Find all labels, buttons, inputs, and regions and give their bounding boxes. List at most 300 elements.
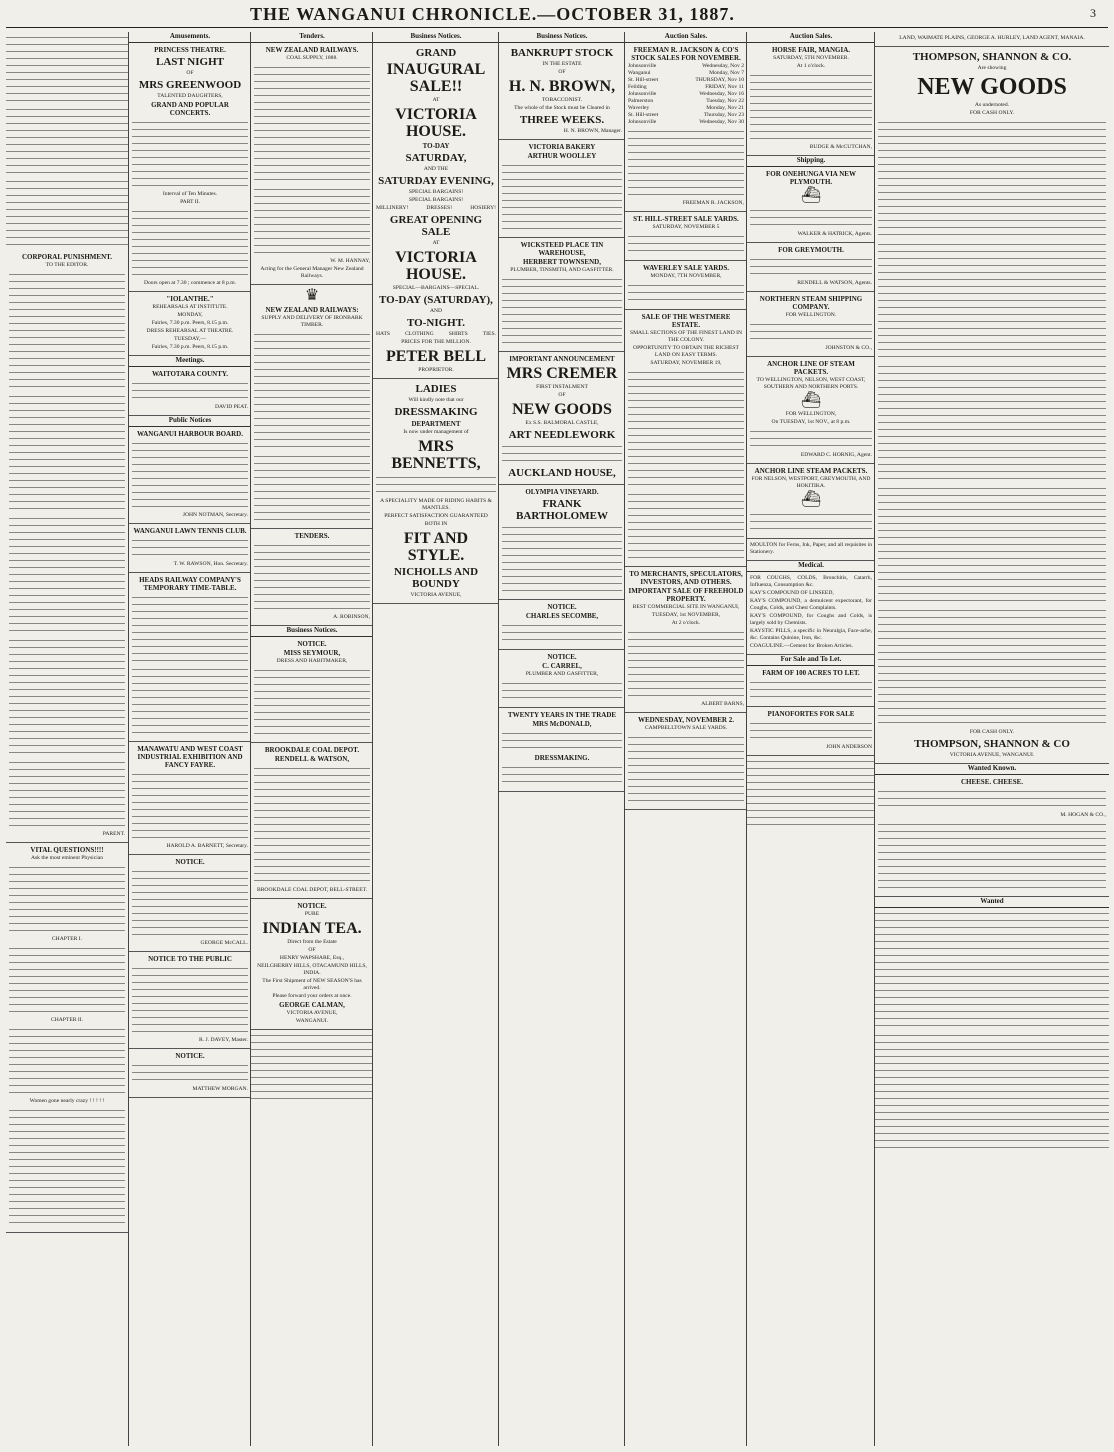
sale-schedule	[628, 63, 744, 126]
sale-time: At 1 o'clock.	[796, 63, 826, 69]
new-goods: NEW GOODS	[917, 74, 1067, 100]
column-heading: Wanted	[875, 897, 1109, 908]
doors: Doors open at 7.30 ; commence at 8 p.m.	[143, 280, 237, 286]
body-text	[878, 788, 1106, 810]
column-heading: Business Notices.	[251, 626, 373, 637]
trade: PLUMBER, TINSMITH, AND GASFITTER.	[510, 267, 614, 273]
public-notice-ad	[129, 952, 251, 1049]
inaugural-sale: INAUGURAL SALE!!	[386, 61, 486, 95]
sale-row	[628, 112, 744, 119]
ad-title: IMPORTANT ANNOUNCEMENT	[509, 355, 615, 363]
sale-time: At 2 o'clock.	[671, 620, 701, 626]
newspaper-title: THE WANGANUI CHRONICLE.—OCTOBER 31, 1887.	[250, 4, 735, 24]
coughs: FOR COUGHS, COLDS, Bronchitis, Catarrh, Influenza, Consumption &c.	[750, 575, 872, 588]
mcdonald-ad	[499, 708, 625, 792]
body-text	[502, 680, 622, 702]
ad-subtitle: COAL SUPPLY, 1888.	[286, 55, 338, 61]
under-mgmt: Is now under management of	[403, 429, 469, 435]
fit-style: FIT AND STYLE.	[403, 530, 469, 564]
body-text	[254, 765, 370, 885]
both-in: BOTH IN	[424, 521, 448, 527]
direct: Direct from the Estate	[287, 939, 337, 945]
sale-yards: CAMPBELLTOWN SALE YARDS.	[644, 725, 728, 731]
column-heading: Auction Sales.	[747, 32, 875, 43]
special-bargains: SPECIAL BARGAINS!	[408, 197, 464, 203]
mrs-cremer: MRS CREMER	[506, 365, 618, 382]
ad-title: FOR ONEHUNGA VIA NEW PLYMOUTH.	[766, 170, 856, 186]
sale-date: Wednesday, Nov 30	[699, 119, 744, 125]
ad-title: WAVERLEY SALE YARDS.	[642, 264, 730, 272]
column-heading: Business Notices.	[373, 32, 499, 43]
body-text	[628, 282, 744, 304]
body-text	[628, 734, 744, 804]
stationery: MOULTON for Ferns, Ink, Paper, and all requisites in Stationery.	[750, 542, 872, 555]
chapter-heading: CHAPTER II.	[50, 1017, 83, 1023]
cleared: The whole of the Stock must be Cleared in	[514, 105, 610, 111]
coal-depot-ad	[251, 743, 373, 899]
concerts: GRAND AND POPULAR CONCERTS.	[151, 101, 229, 117]
kaystic: KAYSTIC PILLS, a specific in Neuralgia, Face-ache, &c. Contains Quinine, Iron, &c.	[750, 628, 872, 641]
body-text	[9, 1026, 125, 1096]
business-name: RENDELL & WATSON,	[274, 755, 350, 763]
body-text	[132, 537, 248, 559]
waverley-sale	[625, 261, 747, 310]
campbelltown-sale	[625, 713, 747, 810]
body-text	[750, 511, 872, 533]
body-text	[750, 256, 872, 278]
clothing: CLOTHING	[405, 331, 434, 337]
body-text	[750, 321, 872, 343]
programme	[132, 208, 248, 278]
column-1	[6, 32, 128, 1446]
body-text	[254, 186, 370, 256]
body-text	[254, 331, 370, 451]
column-7	[746, 32, 875, 1446]
column-heading: Public Notices	[129, 416, 251, 427]
column-heading: For Sale and To Let.	[747, 655, 875, 666]
ad-title: FOR GREYMOUTH.	[778, 246, 844, 254]
address: VICTORIA AVENUE,	[286, 1010, 338, 1016]
carrel-ad	[499, 650, 625, 708]
princess-theatre-ad	[129, 43, 251, 292]
special-line: SPECIAL—BARGAINS—SPECIAL.	[392, 285, 480, 291]
body-text	[132, 965, 248, 1035]
kay: KAY'S COMPOUND, a demulcent expectorant, for Coughs, Colds, and Chest Complaints.	[750, 598, 872, 611]
body-text	[502, 622, 622, 644]
ad-title: NOTICE.	[175, 1052, 205, 1060]
agents: WALKER & HATRICK, Agents.	[797, 231, 872, 237]
address: VICTORIA AVENUE,	[410, 592, 462, 598]
column-5	[498, 32, 625, 1446]
interval: Interval of Ten Minutes.	[162, 191, 218, 197]
route: TO WELLINGTON, NELSON, WEST COAST, SOUTHERN AND NORTHERN PORTS.	[756, 377, 866, 390]
sale-date: FRIDAY, Nov 11	[705, 84, 744, 90]
fairies: Fairies, 7.30 p.m. Peers, 8.15 p.m.	[151, 344, 229, 350]
newspaper-columns	[6, 32, 1108, 1446]
body-text	[502, 730, 622, 752]
sale-location: Johnsonville	[628, 119, 657, 125]
steamship-icon: ⛴	[800, 491, 822, 508]
ad-title: NOTICE.	[297, 640, 327, 648]
business-name: ARTHUR WOOLLEY	[527, 152, 597, 160]
tonight: TO-NIGHT.	[407, 317, 465, 329]
agents: RENDELL & WATSON, Agents.	[797, 280, 872, 286]
as-under: As undernoted.	[974, 102, 1010, 108]
body-text	[254, 667, 370, 737]
business-name: HERBERT TOWNSEND,	[523, 258, 601, 266]
ad-title: FREEMAN R. JACKSON & CO'S STOCK SALES FOR NOVEMBER.	[631, 46, 741, 62]
body-text	[132, 1062, 248, 1084]
goods-list	[878, 363, 1106, 483]
ad-title: DRESSMAKING.	[534, 754, 590, 762]
ad-title: ST. HILL-STREET SALE YARDS.	[633, 215, 739, 223]
agent: EDWARD C. HORNIG, Agent.	[800, 452, 872, 458]
route: FOR NELSON, WESTPORT, GREYMOUTH, AND HOKITIKA.	[751, 476, 871, 489]
signature: T. W. RAWSON, Hon. Secretary.	[173, 561, 248, 567]
body-text	[502, 276, 622, 346]
body-text	[628, 629, 744, 699]
kay: KAY'S COMPOUND OF LINSEED,	[750, 590, 834, 596]
signature: MATTHEW MORGAN.	[192, 1086, 248, 1092]
onehunga-ad	[747, 167, 875, 243]
coaguline: COAGULINE.—Cement for Broken Articles.	[750, 643, 853, 649]
steamship-icon: ⛴	[800, 392, 822, 409]
daughters: TALENTED DAUGHTERS,	[157, 93, 223, 99]
sale-row	[628, 91, 744, 98]
business-name: GEORGE CALMAN,	[279, 1001, 345, 1009]
great-opening: GREAT OPENING SALE	[389, 214, 483, 238]
body-text	[750, 207, 872, 229]
anchor-line-ad	[747, 357, 875, 464]
new-goods: NEW GOODS	[512, 401, 612, 418]
kay: KAY'S COMPOUND, for Coughs and Colds, is largely sold by Chemists.	[750, 613, 872, 626]
performer-name: MRS GREENWOOD	[138, 79, 242, 91]
column-heading: Shipping.	[747, 156, 875, 167]
signature: W. M. HANNAY,	[330, 258, 370, 264]
column-6	[624, 32, 747, 1446]
ad-title: PIANOFORTES FOR SALE	[767, 710, 855, 718]
body-text	[9, 271, 125, 391]
ad-title: TWENTY YEARS IN THE TRADE	[507, 711, 617, 719]
body-text	[750, 720, 872, 742]
instalment: FIRST INSTALMENT	[536, 384, 588, 390]
saturday: SATURDAY,	[405, 152, 467, 164]
notice-ad	[129, 855, 251, 952]
sale-date: Tuesday, Nov 22	[706, 98, 744, 104]
tobacconist: TOBACCONIST.	[541, 97, 583, 103]
body-text	[502, 162, 622, 232]
wanted-ads	[875, 910, 1109, 1030]
body-text	[6, 178, 128, 248]
signature: PARENT.	[102, 831, 125, 837]
special-bargains: SPECIAL BARGAINS!	[408, 189, 464, 195]
page-number: 3	[1090, 6, 1096, 20]
sections: SMALL SECTIONS OF THE FINEST LAND IN THE COLONY.	[629, 330, 743, 343]
address: BROOKDALE COAL DEPOT, BELL-STREET.	[256, 887, 368, 893]
ironbark-tender	[251, 285, 373, 529]
body-text	[750, 428, 872, 450]
signature: R. J. DAVEY, Master.	[198, 1037, 248, 1043]
westmere-sale	[625, 310, 747, 567]
speciality: A SPECIALITY MADE OF RIDING HABITS & MANTLES.	[380, 498, 492, 511]
grand: GRAND	[415, 47, 457, 59]
goods-list	[878, 241, 1106, 361]
dressmaking-ad	[373, 379, 499, 604]
column-heading: Business Notices.	[499, 32, 625, 43]
thompson-shannon-ad	[875, 47, 1109, 764]
body-text	[132, 440, 248, 510]
vineyard-ad	[499, 485, 625, 600]
railways-coal-tender	[251, 43, 373, 285]
body-text	[628, 233, 744, 255]
ad-title: VICTORIA BAKERY	[528, 143, 596, 151]
art-needlework: ART NEEDLEWORK	[508, 429, 616, 441]
dressmaking: DRESSMAKING	[394, 406, 478, 418]
estate-location: NEILGHERRY HILLS, OTACAMUND HILLS, INDIA.	[257, 963, 367, 976]
ad-title: WEDNESDAY, NOVEMBER 2.	[638, 716, 734, 724]
body-text	[132, 868, 248, 938]
ad-title: TO MERCHANTS, SPECULATORS, INVESTORS, AND OTHERS.	[629, 570, 743, 586]
signature: HAROLD A. BARNETT, Secretary.	[166, 843, 248, 849]
business-name: THOMPSON, SHANNON & CO.	[912, 51, 1072, 63]
body-text	[747, 758, 875, 828]
body-text	[9, 1107, 125, 1227]
column-heading: Medical.	[747, 561, 875, 572]
today: TO-DAY	[422, 142, 450, 150]
ad-subtitle: IMPORTANT SALE OF FREEHOLD PROPERTY.	[628, 587, 744, 603]
body-text	[628, 369, 744, 489]
body-text	[502, 764, 622, 786]
body-text	[6, 34, 128, 104]
auckland-house: AUCKLAND HOUSE,	[508, 467, 616, 479]
cremer-ad	[499, 352, 625, 485]
sale-location: Waverley	[628, 105, 650, 111]
body-text	[254, 453, 370, 523]
victoria-house: VICTORIA HOUSE.	[395, 249, 477, 283]
sale-date: TUESDAY, 1st NOVEMBER,	[651, 612, 721, 618]
signature: GEORGE McCALL.	[200, 940, 248, 946]
horse-fair-ad	[747, 43, 875, 156]
sale-row	[628, 119, 744, 126]
business-name: CHARLES SECOMBE,	[525, 612, 599, 620]
body-text	[750, 679, 872, 701]
iolanthe: "IOLANTHE."	[166, 295, 214, 303]
masthead	[0, 0, 1114, 30]
trade: PLUMBER AND GASFITTER,	[525, 671, 599, 677]
fairies: Fairies, 7.30 p.m. Peers, 8.15 p.m.	[151, 320, 229, 326]
heading: VITAL QUESTIONS!!!!	[30, 846, 104, 854]
body-text	[878, 821, 1106, 891]
signature: BUDGE & McCUTCHAN,	[809, 144, 872, 150]
column-3	[250, 32, 373, 1446]
signature: M. HOGAN & CO.,	[1060, 812, 1106, 818]
goods-list	[878, 485, 1106, 605]
column-4	[372, 32, 499, 1446]
exhibition-ad	[129, 742, 251, 855]
signature: ALBERT BARNS,	[701, 701, 744, 707]
column-heading: Meetings.	[129, 356, 251, 367]
body-text	[254, 542, 370, 612]
crest-icon: ♛	[304, 287, 320, 304]
shipment: The First Shipment of NEW SEASON'S has arrived.	[262, 978, 362, 991]
sale-location: Feilding	[628, 84, 647, 90]
ad-title: WANGANUI HARBOUR BOARD.	[137, 430, 243, 438]
farm-ad	[747, 666, 875, 707]
bankrupt: BANKRUPT STOCK	[510, 47, 614, 59]
goods-row	[376, 331, 496, 338]
sale-location: St. Hill-street	[628, 112, 659, 118]
monday: MONDAY,	[177, 312, 203, 318]
ad-title: CHEESE. CHEESE.	[960, 778, 1024, 786]
pianofortes-ad	[747, 707, 875, 756]
body-text	[132, 380, 248, 402]
land-agent-ad	[875, 32, 1109, 47]
column-2	[128, 32, 251, 1446]
sale-row	[628, 105, 744, 112]
stationery-ad	[747, 539, 875, 561]
timetable	[132, 666, 248, 736]
site: BEST COMMERCIAL SITE IN WANGANUI,	[632, 604, 740, 610]
part-two: PART II.	[180, 199, 200, 205]
steamship-icon: ⛴	[800, 187, 822, 204]
agents: JOHNSTON & CO.,	[825, 345, 872, 351]
signature-title: Acting for the General Manager New Zealand Railways.	[260, 266, 364, 279]
signature: A. ROBINSON,	[333, 614, 370, 620]
rehearsals: REHEARSALS AT INSTITUTE.	[152, 304, 228, 310]
ad-title: NOTICE.	[547, 653, 577, 661]
sale-date: THURSDAY, Nov 10	[695, 77, 744, 83]
peter-bell: PETER BELL	[385, 348, 487, 365]
tuesday: TUESDAY,—	[174, 336, 206, 342]
vital-questions-ad	[6, 843, 128, 1233]
victoria-house-ad	[373, 43, 499, 379]
perfect: PERFECT SATISFACTION GUARANTEED	[384, 513, 488, 519]
goods-list	[878, 119, 1106, 239]
body-text	[9, 515, 125, 635]
signature: H. N. BROWN, Manager.	[563, 128, 622, 134]
of: OF	[558, 392, 566, 398]
nicholls-boundy: NICHOLLS AND BOUNDY	[393, 566, 479, 590]
notice-ad	[129, 1049, 251, 1098]
hosiery: HOSIERY!	[470, 205, 496, 211]
signature: DAVID PEAT.	[214, 404, 248, 410]
column-heading: Amusements.	[129, 32, 251, 43]
for-cash: FOR CASH ONLY.	[969, 729, 1015, 735]
ad-title: NEW ZEALAND RAILWAYS:	[265, 306, 359, 314]
ship: Ex S.S. BALMORAL CASTLE,	[525, 420, 599, 426]
at: AT	[432, 97, 440, 103]
victoria-house: VICTORIA HOUSE.	[395, 106, 477, 140]
body-text	[9, 759, 125, 829]
goods-row	[376, 205, 496, 212]
heading: CORPORAL PUNISHMENT.	[21, 253, 113, 261]
sale-date: SATURDAY, NOVEMBER 19,	[650, 360, 722, 366]
railway-timetable-ad	[129, 573, 251, 742]
wanted-ads	[875, 1032, 1109, 1152]
programme	[132, 119, 248, 189]
sale-location: Johnsonville	[628, 63, 657, 69]
ad-title: NOTICE.	[175, 858, 205, 866]
route: FOR WELLINGTON.	[785, 312, 837, 318]
sale-location: Wanganui	[628, 70, 651, 76]
business-name: MISS SEYMOUR,	[283, 649, 341, 657]
three-weeks: THREE WEEKS.	[519, 114, 605, 126]
of-line: OF	[308, 947, 316, 953]
sale-date: Monday, Nov 7	[709, 70, 744, 76]
millinery: MILLINERY!	[376, 205, 409, 211]
sale-location: St. Hill-street	[628, 77, 659, 83]
business-name: THOMPSON, SHANNON & CO	[914, 738, 1070, 750]
for-cash: FOR CASH ONLY.	[969, 110, 1015, 116]
indian-tea-ad	[251, 899, 373, 1030]
subheading: Ask the most eminent Physician	[30, 855, 104, 861]
ad-subtitle: SUPPLY AND DELIVERY OF IRONBARK TIMBER.	[261, 315, 363, 328]
body-text	[376, 474, 496, 496]
ladies: LADIES	[415, 383, 457, 395]
pure: PURE	[304, 911, 320, 917]
waitotara-ad	[129, 367, 251, 416]
body-text	[502, 443, 622, 465]
proprietor: PROPRIETOR.	[418, 367, 454, 373]
body-text	[9, 637, 125, 757]
ties: TIES.	[482, 331, 496, 337]
body-text	[132, 771, 248, 841]
body-text	[9, 393, 125, 513]
opportunity: OPPORTUNITY TO OBTAIN THE RICHEST LAND ON EASY TERMS.	[633, 345, 739, 358]
tennis-club-ad	[129, 524, 251, 573]
women-line: Women gone nearly crazy ! ! ! ! !	[29, 1098, 105, 1104]
body-text	[750, 72, 872, 142]
ad-title: ANCHOR LINE STEAM PACKETS.	[754, 467, 868, 475]
body-text	[9, 945, 125, 1015]
ad-title: NOTICE.	[297, 902, 327, 910]
corporal-punishment-letter	[6, 250, 128, 843]
sale-date: Wednesday, Nov 16	[699, 91, 744, 97]
sailing: On TUESDAY, 1st NOV., at 8 p.m.	[771, 419, 851, 425]
town: WANGANUI.	[295, 1018, 329, 1024]
ad-title: SALE OF THE WESTMERE ESTATE.	[641, 313, 731, 329]
will-kindly: Will kindly note that our	[408, 397, 464, 403]
editor-line: TO THE EDITOR.	[45, 262, 89, 268]
last-night: LAST NIGHT	[156, 56, 224, 68]
body-text	[9, 864, 125, 934]
goods-list	[878, 607, 1106, 727]
masthead-rule	[6, 27, 1108, 28]
body-text	[628, 491, 744, 561]
at: AT	[432, 240, 440, 246]
greymouth-ad	[747, 243, 875, 292]
brown: H. N. BROWN,	[508, 78, 616, 95]
ad-title: TENDERS.	[294, 532, 330, 540]
business-name: FRANK BARTHOLOMEW	[516, 498, 608, 522]
kay-ad	[747, 572, 875, 655]
ad-title: WICKSTEED PLACE TIN WAREHOUSE,	[520, 241, 604, 257]
body-text	[251, 1032, 373, 1102]
ad-title: NORTHERN STEAM SHIPPING COMPANY.	[759, 295, 863, 311]
cheese-ad	[875, 775, 1109, 897]
hill-street-sale	[625, 212, 747, 261]
dresses: DRESSES!	[426, 205, 453, 211]
seymour-ad	[251, 637, 373, 743]
and-the: AND THE	[423, 166, 449, 172]
saturday-evening: SATURDAY EVENING,	[378, 175, 494, 187]
of: OF	[558, 69, 566, 75]
harbour-board-ad	[129, 427, 251, 524]
business-name: MRS McDONALD,	[532, 720, 592, 728]
address: VICTORIA AVENUE, WANGANUI.	[949, 752, 1035, 758]
and: AND	[429, 308, 443, 314]
shirts: SHIRTS	[448, 331, 468, 337]
